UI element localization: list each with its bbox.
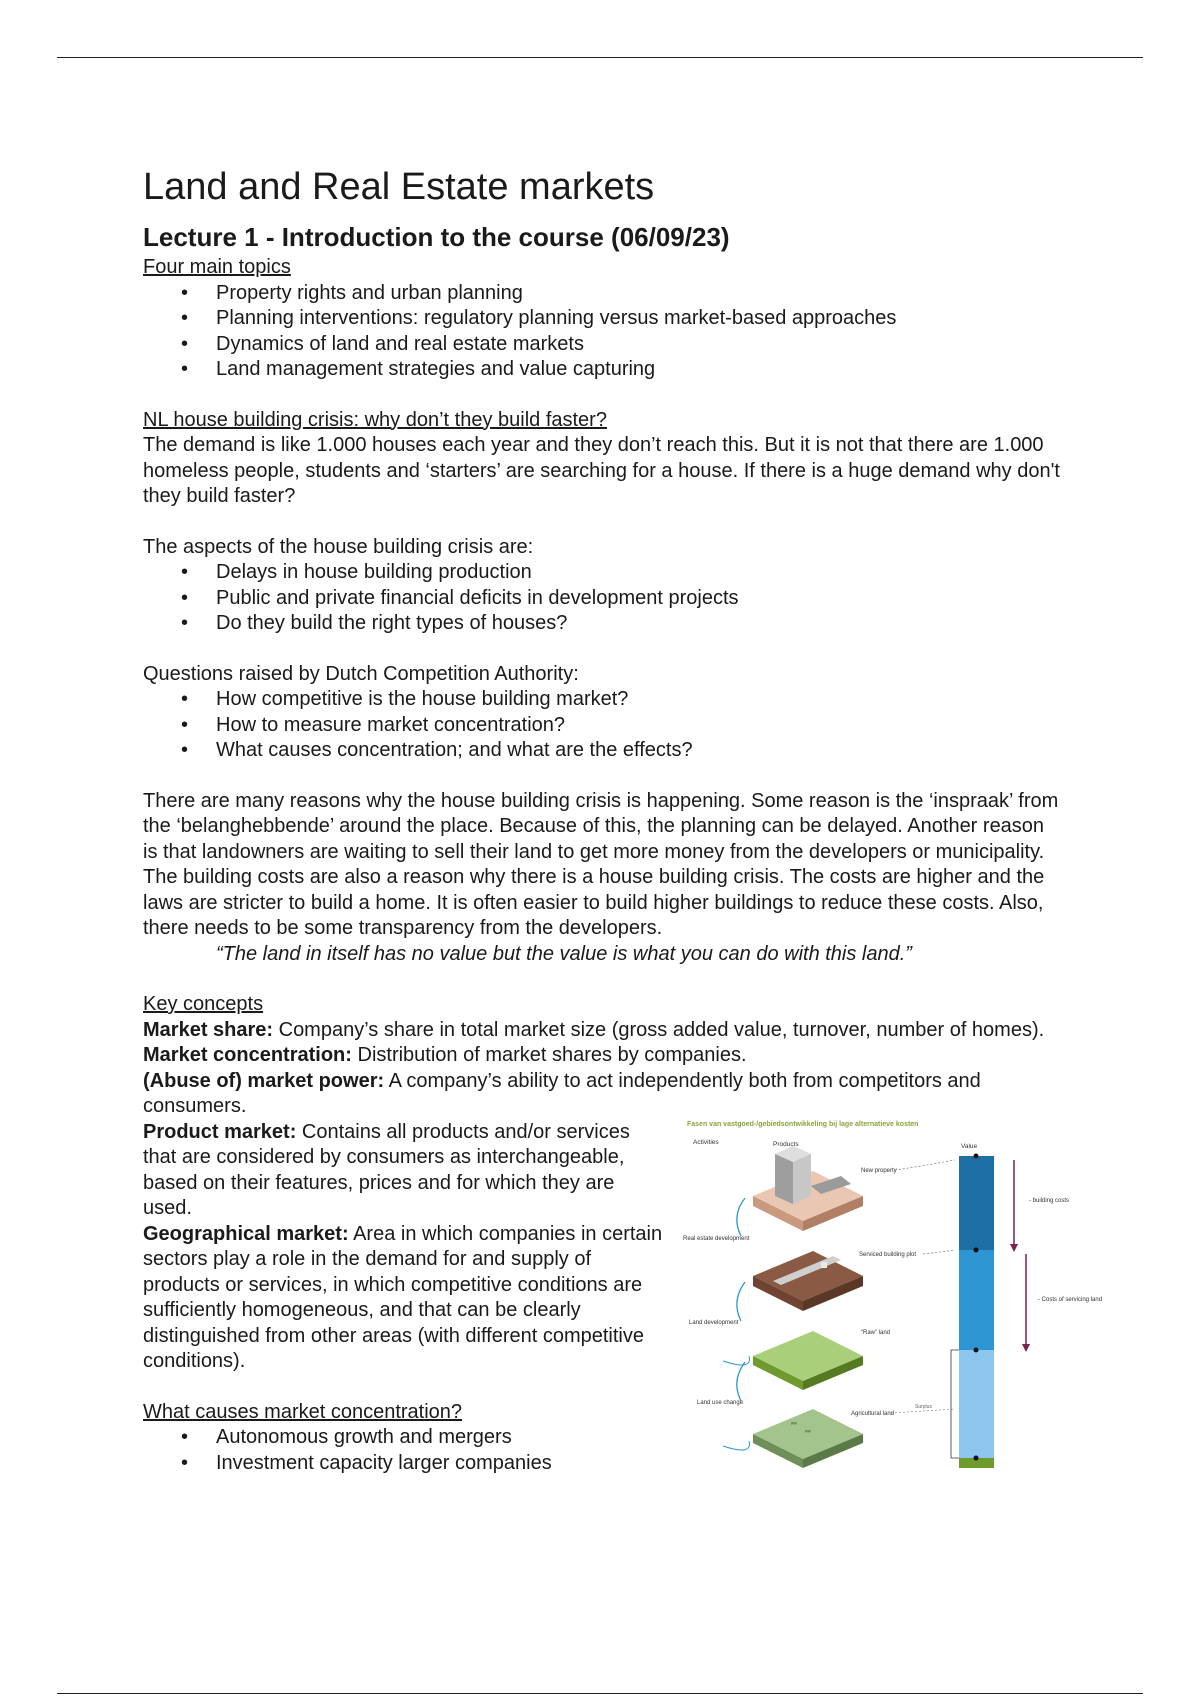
col-value: Value — [961, 1142, 978, 1150]
activity-real-estate: Real estate development — [683, 1235, 750, 1242]
document-body — [143, 165, 1103, 1476]
page-title: Land and Real Estate markets — [143, 166, 655, 208]
aspects-list — [143, 560, 1063, 637]
list-item: • Public and private financial deficits in development projects — [143, 586, 1063, 612]
list-item: • Autonomous growth and mergers — [143, 1425, 663, 1451]
tile-agricultural-land — [753, 1409, 863, 1468]
definition-market-concentration: Market concentration: Distribution of market shares by companies. — [143, 1044, 747, 1066]
tile-serviced-plot — [753, 1251, 863, 1311]
value-bar-raw — [959, 1350, 994, 1458]
quote: “The land in itself has no value but the value is what you can do with this land.” — [216, 942, 912, 965]
list-item: • What causes concentration; and what are the effects? — [143, 738, 1063, 764]
product-agricultural: Agricultural land — [851, 1410, 895, 1417]
col-products: Products — [773, 1140, 799, 1148]
definition-product-market: Product market: Contains all products and/or services that are considered by consumers as interchangeable, based on their features, prices and for which they are used. — [143, 1120, 630, 1219]
list-item: • Property rights and urban planning — [143, 281, 1063, 307]
note-surplus: Surplus — [915, 1403, 932, 1410]
reasons-text: There are many reasons why the house building crisis is happening. Some reason is the ‘inspraak’ from the ‘belanghebbende’ around the place. Because of this, the planning can be delayed. Another reason is that landowners are waiting to sell their land to get more money from the developers or municipality. The building costs are also a reason why there is a house building crisis. The costs are higher and the laws are stricter to build a home. It is often easier to build higher buildings to reduce these costs. Also, there needs to be some transparency from the developers. — [143, 789, 1059, 939]
top-rule — [57, 57, 1143, 58]
svg-text:ʷʷ: ʷʷ — [791, 1421, 797, 1428]
arrow-activity-1 — [737, 1198, 745, 1236]
questions-intro: Questions raised by Dutch Competition Authority: — [143, 662, 579, 685]
col-activities: Activities — [693, 1138, 719, 1146]
definition-geographical-market: Geographical market: Area in which companies in certain sectors play a role in the demand for and supply of products or services, in which competitive conditions are sufficiently homogeneous, and that can be clearly distinguished from other areas (with different competitive conditions). — [143, 1222, 663, 1372]
definition-market-power: (Abuse of) market power: A company’s ability to act independently both from competitors and consumers. — [143, 1069, 981, 1117]
activity-land-use-change: Land use change — [697, 1399, 744, 1406]
definition-market-share: Market share: Company’s share in total market size (gross added value, turnover, number of homes). — [143, 1018, 1045, 1041]
key-concepts-heading: Key concepts — [143, 993, 264, 1015]
bottom-rule — [57, 1693, 1143, 1694]
tile-new-property — [753, 1146, 863, 1231]
list-item: • Dynamics of land and real estate markets — [143, 332, 1063, 358]
product-serviced-plot: Serviced building plot — [859, 1251, 917, 1258]
svg-text:ʷʷ: ʷʷ — [805, 1429, 811, 1436]
product-new-property: New property — [861, 1167, 897, 1174]
list-item: • Investment capacity larger companies — [143, 1451, 663, 1477]
arrow-activity-2 — [737, 1282, 745, 1321]
list-item: • How competitive is the house building market? — [143, 687, 1063, 713]
arrow-activity-3 — [737, 1362, 745, 1401]
questions-list — [143, 687, 1063, 764]
value-bar-plot — [959, 1250, 994, 1350]
crisis-heading: NL house building crisis: why don’t they build faster? — [143, 408, 607, 431]
list-item: • Do they build the right types of houses? — [143, 611, 1063, 637]
figure-section — [143, 1120, 1103, 1477]
list-item: • Planning interventions: regulatory planning versus market-based approaches — [143, 306, 1063, 332]
causes-heading: What causes market concentration? — [143, 1400, 463, 1423]
activity-land-development: Land development — [689, 1319, 739, 1326]
figure-title: Fasen van vastgoed-/gebiedsontwikkeling bij lage alternatieve kosten — [687, 1120, 919, 1128]
topics-list — [143, 281, 1063, 383]
aspects-intro: The aspects of the house building crisis are: — [143, 535, 534, 558]
note-building: - building costs — [1029, 1197, 1070, 1204]
list-item: • Delays in house building production — [143, 560, 1063, 586]
value-bar-property — [959, 1156, 994, 1250]
causes-list — [143, 1425, 663, 1476]
topics-heading: Four main topics — [143, 256, 291, 278]
land-development-figure — [683, 1116, 1119, 1474]
list-item: • How to measure market concentration? — [143, 713, 1063, 739]
list-item: • Land management strategies and value capturing — [143, 357, 1063, 383]
product-raw-land: “Raw” land — [861, 1329, 891, 1336]
note-servicing: - Costs of servicing land — [1038, 1296, 1103, 1303]
tile-raw-land — [753, 1331, 863, 1390]
crisis-text: The demand is like 1.000 houses each year and they don’t reach this. But it is not that there are 1.000 homeless people, students and ‘starters’ are searching for a house. If there is a huge demand why don't they build faster? — [143, 434, 1060, 507]
lecture-heading: Lecture 1 - Introduction to the course (06/09/23) — [143, 222, 730, 252]
